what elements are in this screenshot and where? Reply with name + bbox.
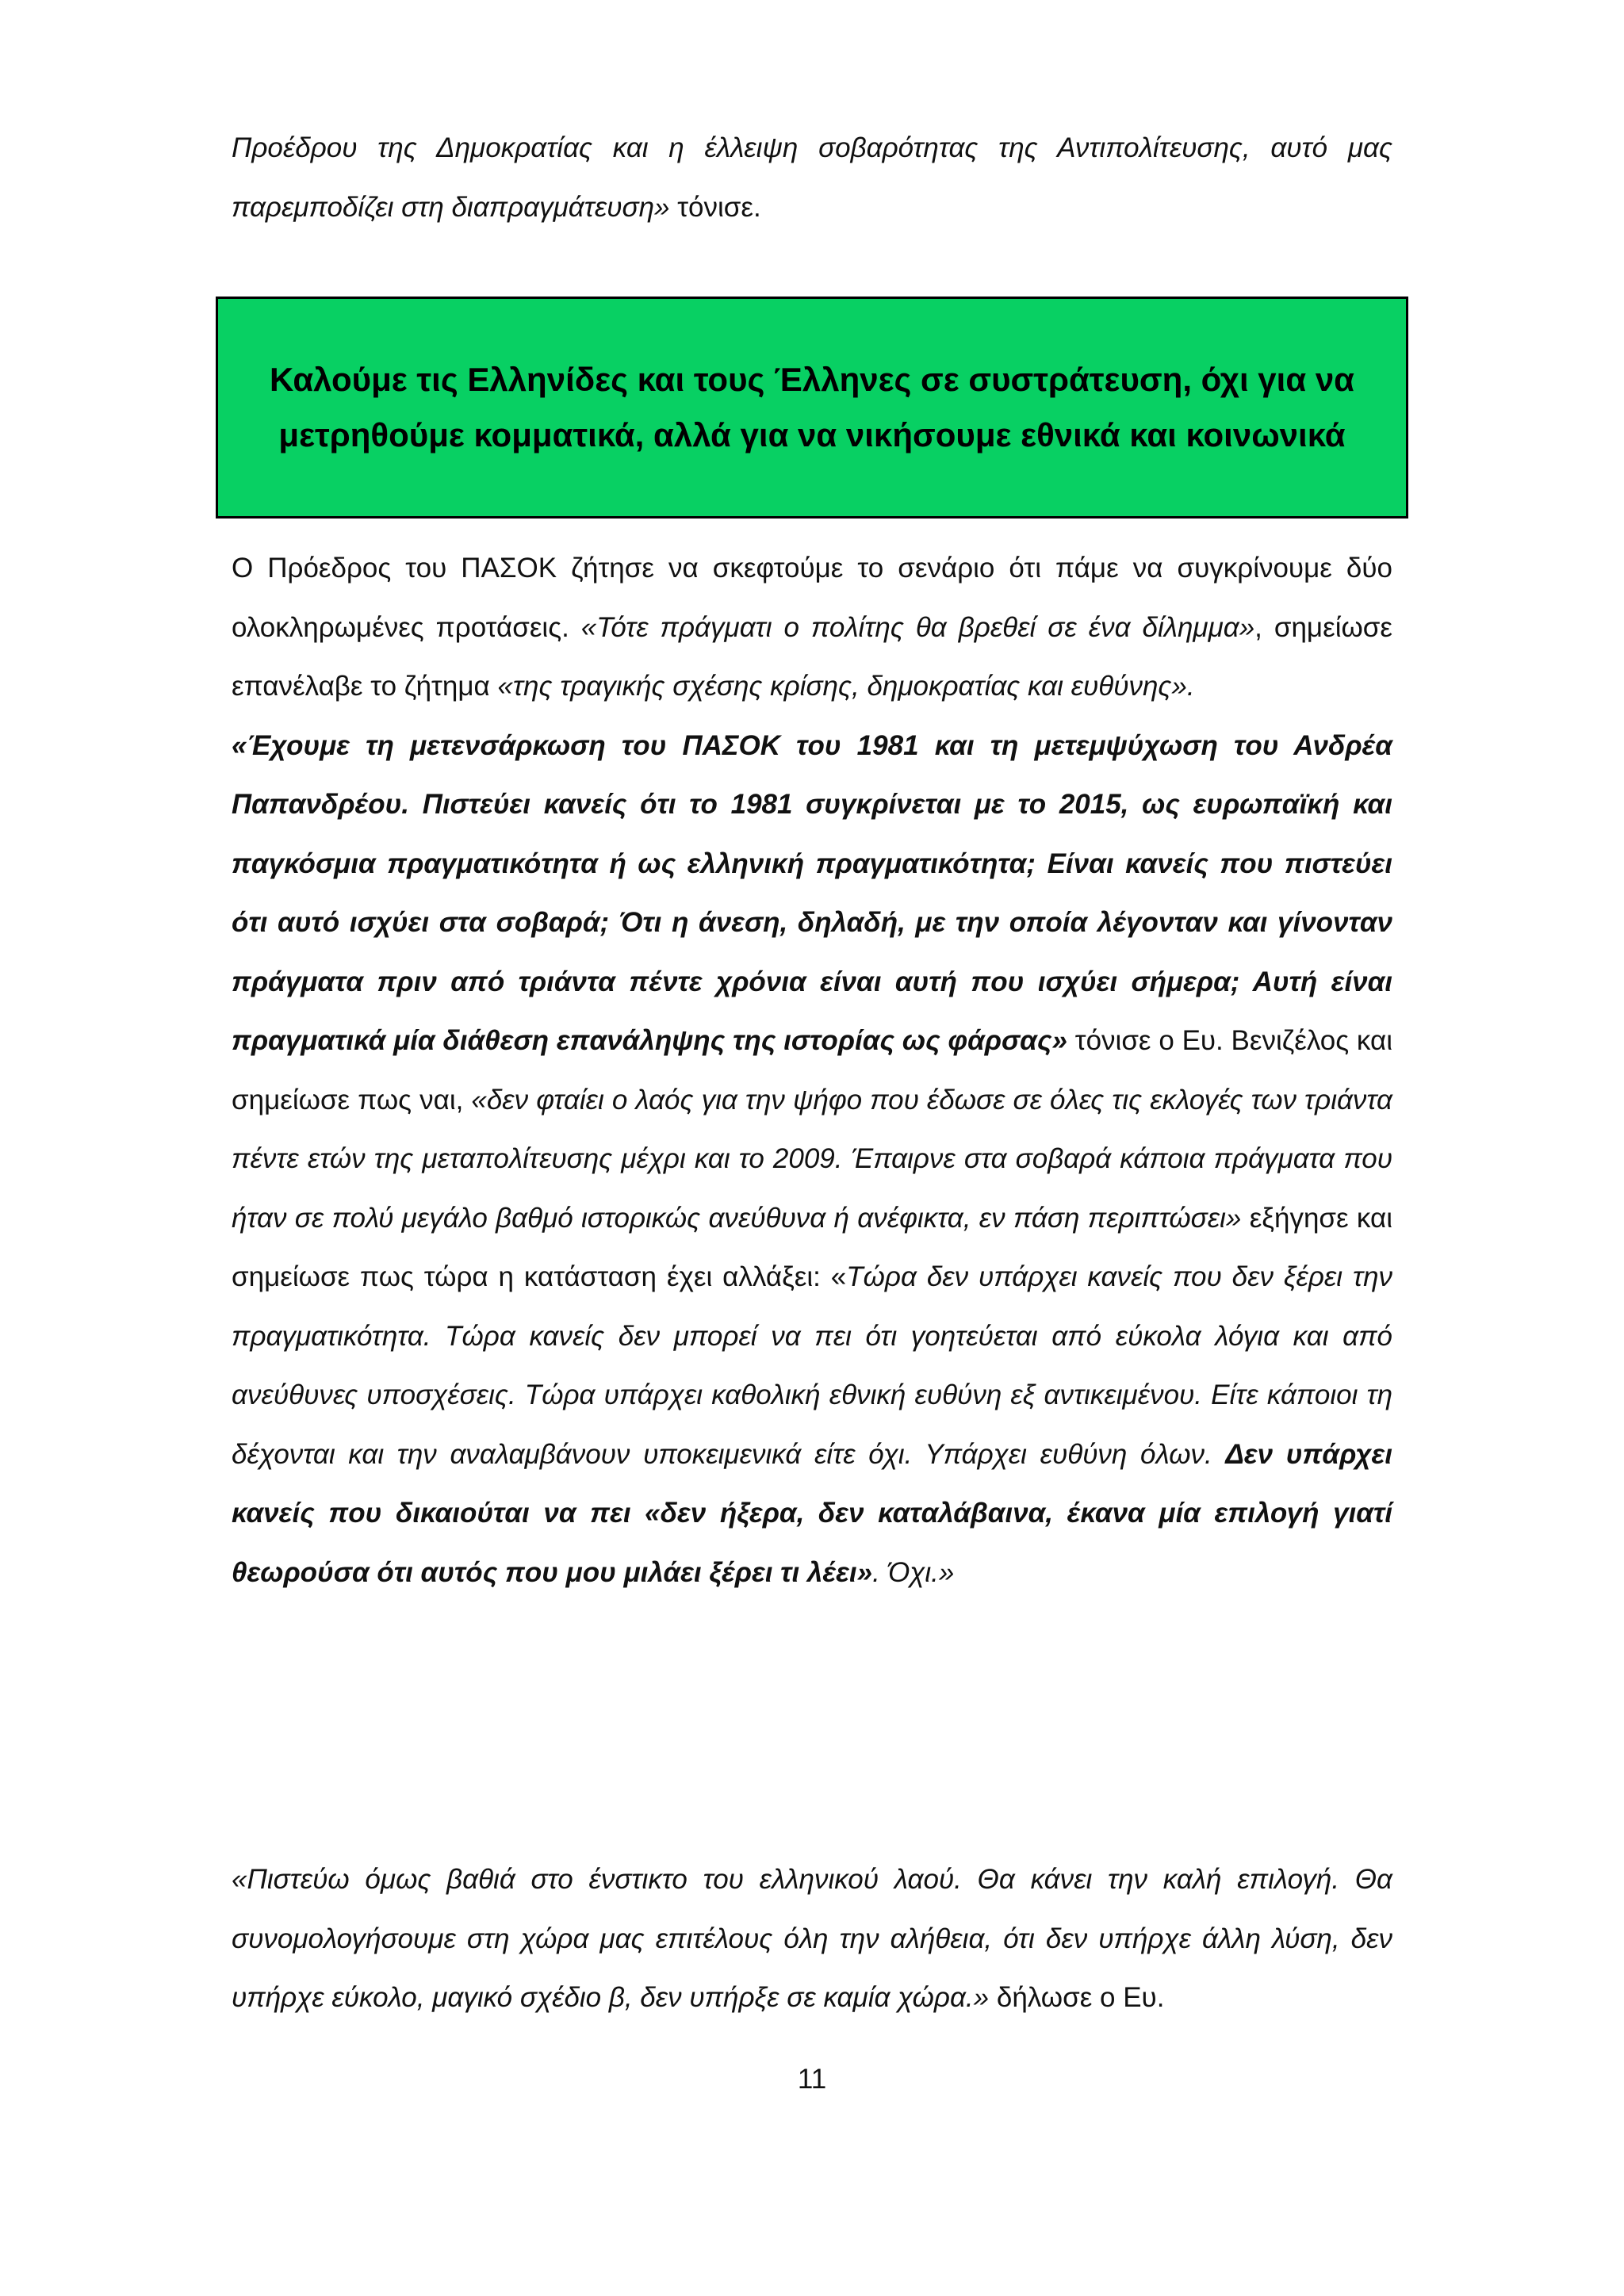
quote-text: Προέδρου της Δημοκρατίας και η έλλειψη σοβαρότητας της Αντιπολίτευσης, αυτό μας παρεμποδίζει στη διαπραγμάτευση»: [232, 132, 1392, 223]
paragraph: [232, 717, 1392, 1603]
quote-text: «δεν φταίει ο λαός για την ψήφο που έδωσε σε όλες τις εκλογές των τριάντα πέντε ετών της μεταπολίτευσης μέχρι και το 2009. Έπαιρνε στα σοβαρά κάποια πράγματα που ήταν σε πολύ μεγάλο βαθμό ιστορικώς ανεύθυνα ή ανέφικτα, εν πάση περιπτώσει»: [232, 1084, 1392, 1234]
quote-text: Τώρα δεν υπάρχει κανείς που δεν ξέρει την πραγματικότητα. Τώρα κανείς δεν μπορεί να πει ότι γοητεύεται από εύκολα λόγια και από ανεύθυνες υποσχέσεις. Τώρα υπάρχει καθολική εθνική ευθύνη εξ αντικειμένου. Είτε κάποιοι τη δέχονται και την αναλαμβάνουν υποκειμενικά είτε όχι. Υπάρχει ευθύνη όλων.: [232, 1261, 1393, 1470]
paragraph: [232, 539, 1392, 717]
body-text: τόνισε ο Ευ. Βενιζέλος και σημείωσε πως ναι,: [232, 1025, 1392, 1115]
bold-quote-text: Δεν υπάρχει κανείς που δικαιούται να πει «δεν ήξερα, δεν καταλάβαινα, έκανα μία επιλογή γιατί θεωρούσα ότι αυτός που μου μιλάει ξέρει τι λέει»: [232, 1438, 1392, 1588]
callout-text: Καλούμε τις Ελληνίδες και τους Έλληνες σε συστράτευση, όχι για να μετρηθούμε κομματικά, αλλά για να νικήσουμε εθνικά και κοινωνικά: [269, 361, 1355, 453]
quote-text: . Όχι.»: [872, 1556, 955, 1588]
quote-text: «της τραγικής σχέσης κρίσης, δημοκρατίας και ευθύνης».: [497, 671, 1195, 702]
body-text: εξήγησε και σημείωσε πως τώρα η κατάσταση έχει αλλάξει: «: [232, 1202, 1392, 1292]
paragraph: [232, 1850, 1392, 2028]
quote-text: «Τότε πράγματι ο πολίτης θα βρεθεί σε ένα δίλημμα»: [580, 611, 1255, 643]
bold-quote-text: «Έχουμε τη μετενσάρκωση του ΠΑΣΟΚ του 1981 και τη μετεμψύχωση του Ανδρέα Παπανδρέου. Πιστεύει κανείς ότι το 1981 συγκρίνεται με το 2015, ως ευρωπαϊκή και παγκόσμια πραγματικότητα ή ως ελληνική πραγματικότητα; Είναι κανείς που πιστεύει ότι αυτό ισχύει στα σοβαρά; Ότι η άνεση, δηλαδή, με την οποία λέγονταν και γίνονταν πράγματα πριν από τριάντα πέντε χρόνια είναι αυτή που ισχύει σήμερα; Αυτή είναι πραγματικά μία διάθεση επανάληψης της ιστορίας ως φάρσας»: [232, 729, 1392, 1056]
body-text: τόνισε.: [669, 191, 761, 223]
page-number: 11: [797, 2064, 827, 2095]
paragraph: [232, 119, 1392, 237]
closing-text: [232, 1850, 1392, 2028]
quote-text: «Πιστεύω όμως βαθιά στο ένστικτο του ελληνικού λαού. Θα κάνει την καλή επιλογή. Θα συνομολογήσουμε στη χώρα μας επιτέλους όλη την αλήθεια, ότι δεν υπήρχε άλλη λύση, δεν υπήρχε εύκολο, μαγικό σχέδιο β, δεν υπήρξε σε καμία χώρα.»: [232, 1864, 1392, 2013]
body-text: Ο Πρόεδρος του ΠΑΣΟΚ ζήτησε να σκεφτούμε το σενάριο ότι πάμε να συγκρίνουμε δύο ολοκληρωμένες προτάσεις.: [232, 553, 1392, 643]
callout-box: [216, 297, 1408, 519]
top-paragraph: [232, 119, 1392, 237]
body-text: δήλωσε ο Ευ.: [989, 1982, 1165, 2013]
body-text: , σημείωσε επανέλαβε το ζήτημα: [232, 611, 1392, 702]
main-text: [232, 539, 1392, 1602]
